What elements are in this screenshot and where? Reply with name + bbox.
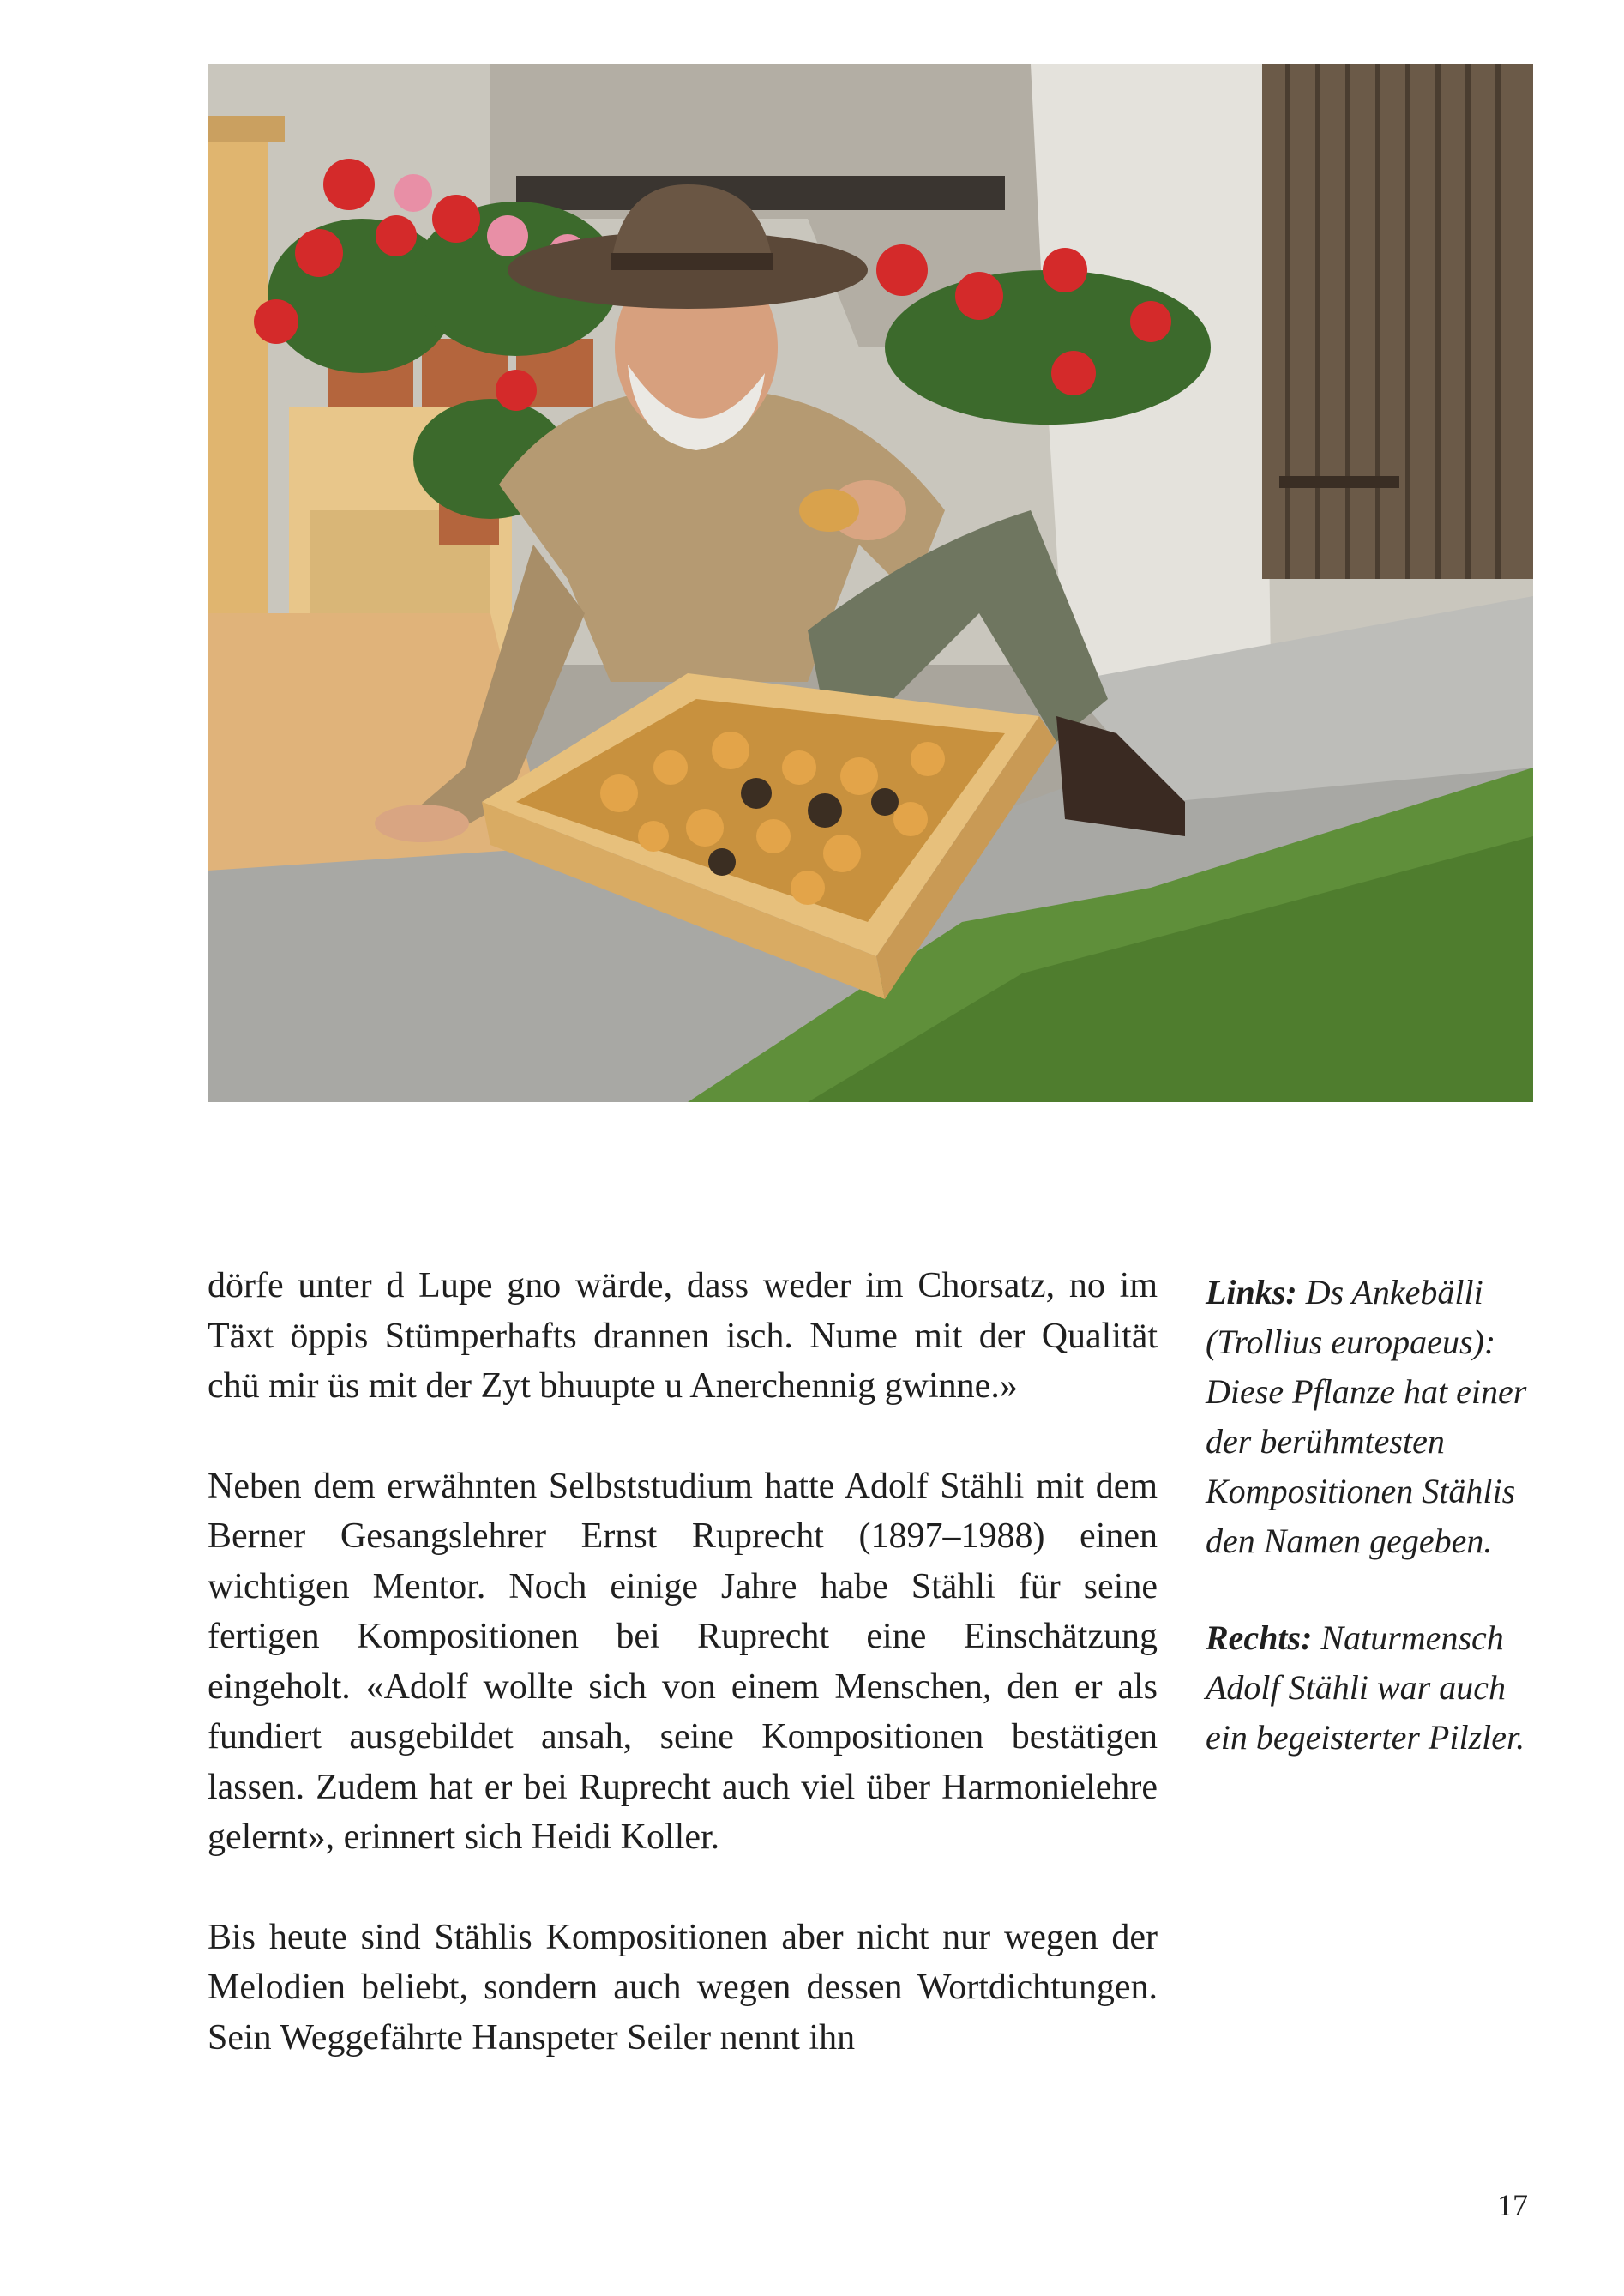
body-text [208,1261,1158,2112]
caption-left-label: Links: [1206,1273,1297,1311]
body-paragraph-3: Bis heute sind Stählis Kompositionen aber nicht nur wegen der Melodien beliebt, sondern auch wegen dessen Wortdichtungen. Sein Weggefährte Hanspeter Seiler nennt ihn [208,1917,1158,2058]
body-paragraph-2: Neben dem erwähnten Selbststudium hatte Adolf Stähli mit dem Berner Gesangslehrer Ernst Ruprecht (1897–1988) einen wichtigen Mentor. Noch einige Jahre habe Stähli für seine fertigen Kompositionen bei Ruprecht eine Einschätzung eingeholt. «Adolf wollte sich von einem Menschen, den er als fundiert ausgebildet ansah, seine Kompositionen bestätigen lassen. Zudem hat er bei Ruprecht auch viel über Harmonielehre gelernt», erinnert sich Heidi Koller. [208,1466,1158,1857]
caption-left-text: Ds Ankebälli (Trollius europaeus): Diese Pflanze hat einer der berühmtesten Kompositionen Stählis den Namen gegeben. [1206,1273,1527,1560]
caption-right-label: Rechts: [1206,1618,1313,1657]
photo-illustration [208,64,1533,1102]
page-number: 17 [1497,2188,1528,2222]
photo-captions [1206,1268,1549,1810]
caption-left [1206,1268,1549,1566]
caption-right [1206,1613,1549,1763]
body-paragraph-1: dörfe unter d Lupe gno wärde, dass weder im Chorsatz, no im Täxt öppis Stümperhafts drannen isch. Nume mit der Qualität chü mir üs mit der Zyt bhuupte u Anerchennig gwinne.» [208,1266,1158,1406]
caption-right-text: Naturmensch Adolf Stähli war auch ein begeisterter Pilzler. [1206,1618,1525,1757]
photo-man-with-mushroom-crate [208,64,1533,1102]
